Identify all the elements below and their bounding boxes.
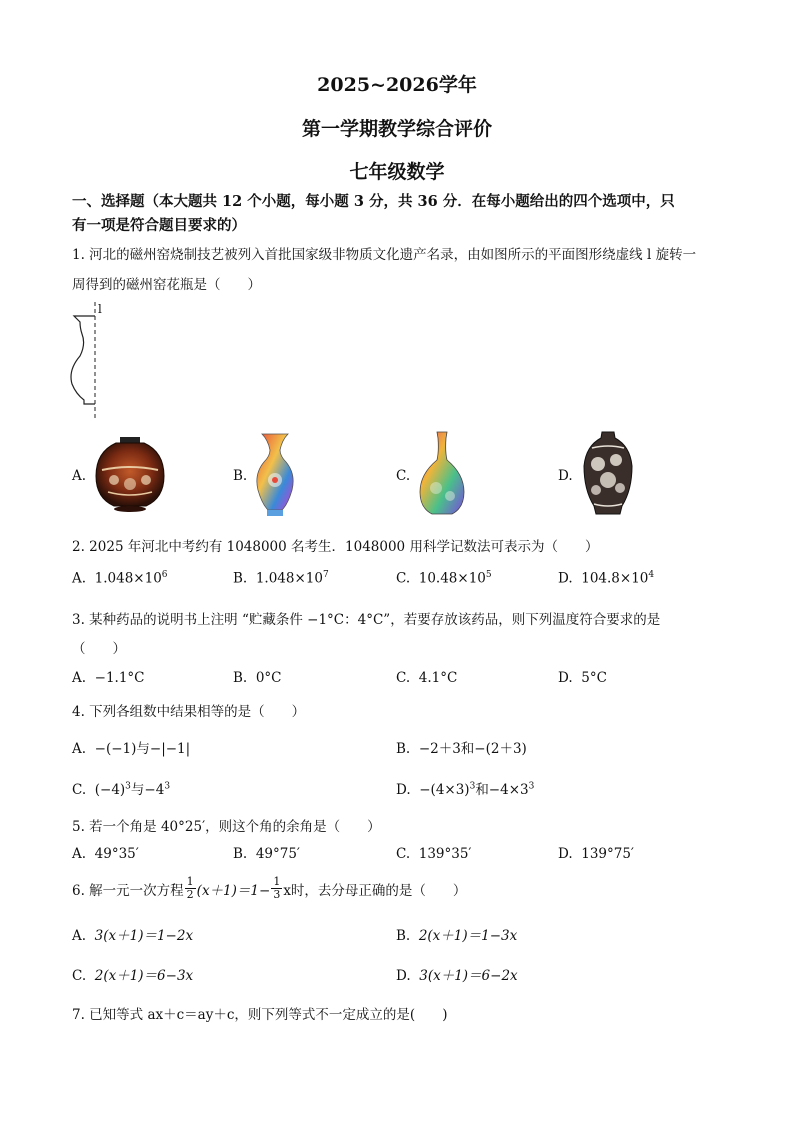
vase-d-image bbox=[582, 430, 634, 520]
q1-option-c: C. bbox=[396, 468, 411, 484]
q6-option-c: C. 2(x＋1)＝6−3x bbox=[72, 968, 194, 984]
q3-option-d: D. 5°C bbox=[558, 670, 607, 686]
q1-profile-figure bbox=[62, 300, 122, 425]
q4-option-c: C. $(-4)^3$与$-4^3$ bbox=[72, 781, 171, 798]
q2-option-a: A. $1.048\times 10^6$ bbox=[72, 570, 168, 587]
q2-option-d: D. $104.8\times 10^4$ bbox=[558, 570, 655, 587]
q1-option-b: B. bbox=[233, 468, 248, 484]
question-6-stem: 6. 解一元一次方程 $\frac{1}{2}$ (x＋1)＝1− $\frac{1}{3}$ x时，去分母正确的是（ ） bbox=[72, 875, 467, 901]
q6-option-a: A. 3(x＋1)＝1−2x bbox=[72, 928, 194, 944]
vase-b-image bbox=[252, 432, 298, 518]
q5-option-c: C. 139°35′ bbox=[396, 846, 472, 862]
fraction-one-half: $\frac{1}{2}$ bbox=[186, 875, 194, 901]
question-2-stem: 2. 2025 年河北中考约有 1048000 名考生．1048000 用科学记数法可表示为（ ） bbox=[72, 539, 599, 555]
question-4-stem: 4. 下列各组数中结果相等的是（ ） bbox=[72, 704, 306, 720]
q5-option-b: B. 49°75′ bbox=[233, 846, 300, 862]
fraction-one-third: $\frac{1}{3}$ bbox=[273, 875, 281, 901]
q1-option-d: D. bbox=[558, 468, 573, 484]
section-one-heading-line2: 有一项是符合题目要求的） bbox=[72, 217, 246, 234]
q5-option-d: D. 139°75′ bbox=[558, 846, 634, 862]
section-one-heading-line1: 一、选择题（本大题共 12 个小题，每小题 3 分，共 36 分．在每小题给出的四个选项中，只 bbox=[72, 193, 675, 210]
q3-option-b: B. 0°C bbox=[233, 670, 282, 686]
vase-c-image bbox=[414, 430, 470, 518]
q1-option-a: A. bbox=[72, 468, 87, 484]
q4-option-d: D. $-(4\times 3)^3$和$-4\times 3^3$ bbox=[396, 781, 535, 798]
q6-option-b: B. 2(x＋1)＝1−3x bbox=[396, 928, 518, 944]
question-1-line1: 1. 河北的磁州窑烧制技艺被列入首批国家级非物质文化遗产名录，由如图所示的平面图形绕虚线 l 旋转一 bbox=[72, 247, 697, 263]
question-5-stem: 5. 若一个角是 40°25′，则这个角的余角是（ ） bbox=[72, 819, 381, 835]
exam-term-title: 第一学期教学综合评价 bbox=[301, 118, 492, 140]
exam-year-title: 2025~2026学年 bbox=[317, 74, 477, 96]
q5-option-a: A. 49°35′ bbox=[72, 846, 139, 862]
vase-a-image bbox=[94, 434, 166, 514]
q3-option-a: A. −1.1°C bbox=[72, 670, 145, 686]
q6-option-d: D. 3(x＋1)＝6−2x bbox=[396, 968, 518, 984]
q4-option-b: B. −2＋3和−(2＋3) bbox=[396, 741, 527, 757]
exam-subject-title: 七年级数学 bbox=[349, 161, 445, 183]
question-3-line2: （ ） bbox=[72, 641, 126, 657]
question-3-line1: 3. 某种药品的说明书上注明 “贮藏条件 −1°C：4°C”，若要存放该药品，则下列温度符合要求的是 bbox=[72, 612, 661, 628]
q3-option-c: C. 4.1°C bbox=[396, 670, 458, 686]
q2-option-b: B. $1.048\times 10^7$ bbox=[233, 570, 329, 587]
axis-label: l bbox=[98, 302, 102, 316]
question-1-line2: 周得到的磁州窑花瓶是（ ） bbox=[72, 277, 261, 293]
q4-option-a: A. −(−1)与−|−1| bbox=[72, 741, 191, 757]
vase-profile-curve bbox=[71, 316, 95, 404]
q2-option-c: C. $10.48\times 10^5$ bbox=[396, 570, 492, 587]
question-7-stem: 7. 已知等式 ax＋c＝ay＋c，则下列等式不一定成立的是( ) bbox=[72, 1007, 448, 1023]
